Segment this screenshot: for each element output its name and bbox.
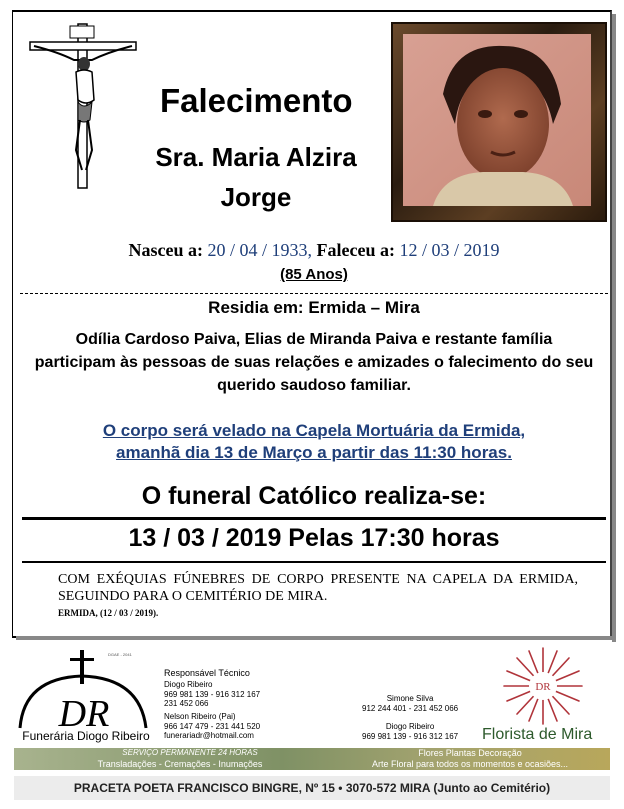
contact-phone: 231 452 066 — [164, 699, 209, 708]
contact-phones: 966 147 479 - 231 441 520 — [164, 721, 261, 731]
technical-manager-title: Responsável Técnico — [164, 668, 250, 678]
notice-title: Falecimento — [160, 82, 353, 119]
contact-nelson — [164, 712, 260, 741]
age: (85 Anos) — [280, 266, 348, 283]
born-label: Nasceu a: — [128, 240, 203, 260]
florist-logo — [494, 646, 592, 726]
contact-diogo-florist — [362, 722, 458, 741]
florist-logo-letters: DR — [535, 681, 551, 693]
florist-services: Flores Plantas Decoração — [418, 748, 522, 758]
address-bar: PRACETA POETA FRANCISCO BINGRE, Nº 15 • 3070-572 MIRA (Junto ao Cemitério) — [14, 776, 610, 800]
funeral-heading: O funeral Católico realiza-se: — [141, 482, 487, 510]
exequies-text: COM EXÉQUIAS FÚNEBRES DE CORPO PRESENTE NA CAPELA DA ERMIDA, SEGUINDO PARA O CEMITÉRIO DE MIRA. — [58, 572, 578, 604]
deceased-name-line1: Sra. Maria Alzira — [155, 142, 357, 172]
family-announcement: Odília Cardoso Paiva, Elias de Miranda Paiva e restante família participam às pessoas de suas relações e amizades o falecimento do seu querido saudoso familiar. — [34, 331, 594, 394]
wake-line1: O corpo será velado na Capela Mortuária da Ermida, — [102, 421, 526, 440]
funeral-home-name: Funerária Diogo Ribeiro — [22, 729, 150, 743]
dges-code: DGAE - 2041 — [108, 652, 132, 657]
contact-phones: 912 244 401 - 231 452 066 — [362, 703, 459, 713]
divider-thin — [22, 561, 606, 563]
funeral-datetime: 13 / 03 / 2019 Pelas 17:30 horas — [128, 524, 500, 552]
died-date: 12 / 03 / 2019 — [399, 240, 500, 260]
divider-thick — [22, 517, 606, 520]
crucifix-icon — [28, 20, 138, 190]
contact-name: Simone Silva — [386, 694, 434, 703]
funeral-services: Transladações - Cremações - Inumações — [97, 759, 263, 769]
born-date: 20 / 04 / 1933, — [207, 240, 313, 260]
contact-simone — [362, 694, 458, 713]
logo-letters: DR — [58, 693, 110, 735]
contact-email: funerariadr@hotmail.com — [164, 731, 254, 740]
contact-diogo — [164, 680, 260, 709]
contact-name: Diogo Ribeiro — [385, 722, 435, 731]
deceased-name-line2: Jorge — [220, 182, 292, 212]
florist-tagline: Arte Floral para todos os momentos e ocasiões... — [371, 759, 569, 769]
contact-name: Diogo Ribeiro — [164, 680, 213, 689]
frame-shadow-bottom — [16, 636, 616, 640]
residence: Residia em: Ermida – Mira — [208, 298, 420, 317]
contact-name: Nelson Ribeiro (Pai) — [164, 712, 236, 721]
permanent-service: SERVIÇO PERMANENTE 24 HORAS — [122, 748, 258, 757]
wake-info — [40, 420, 588, 464]
wake-line2: amanhã dia 13 de Março a partir das 11:30 horas. — [116, 443, 512, 462]
florist-name: Florista de Mira — [482, 726, 593, 743]
dashed-divider — [20, 293, 608, 294]
birth-death-dates — [14, 240, 614, 261]
died-label: Faleceu a: — [316, 240, 395, 260]
contact-phones: 969 981 139 - 916 312 167 — [362, 731, 459, 741]
contact-phones: 969 981 139 - 916 312 167 — [164, 689, 261, 699]
portrait-photo — [403, 34, 591, 206]
place-date: ERMIDA, (12 / 03 / 2019). — [58, 608, 159, 618]
